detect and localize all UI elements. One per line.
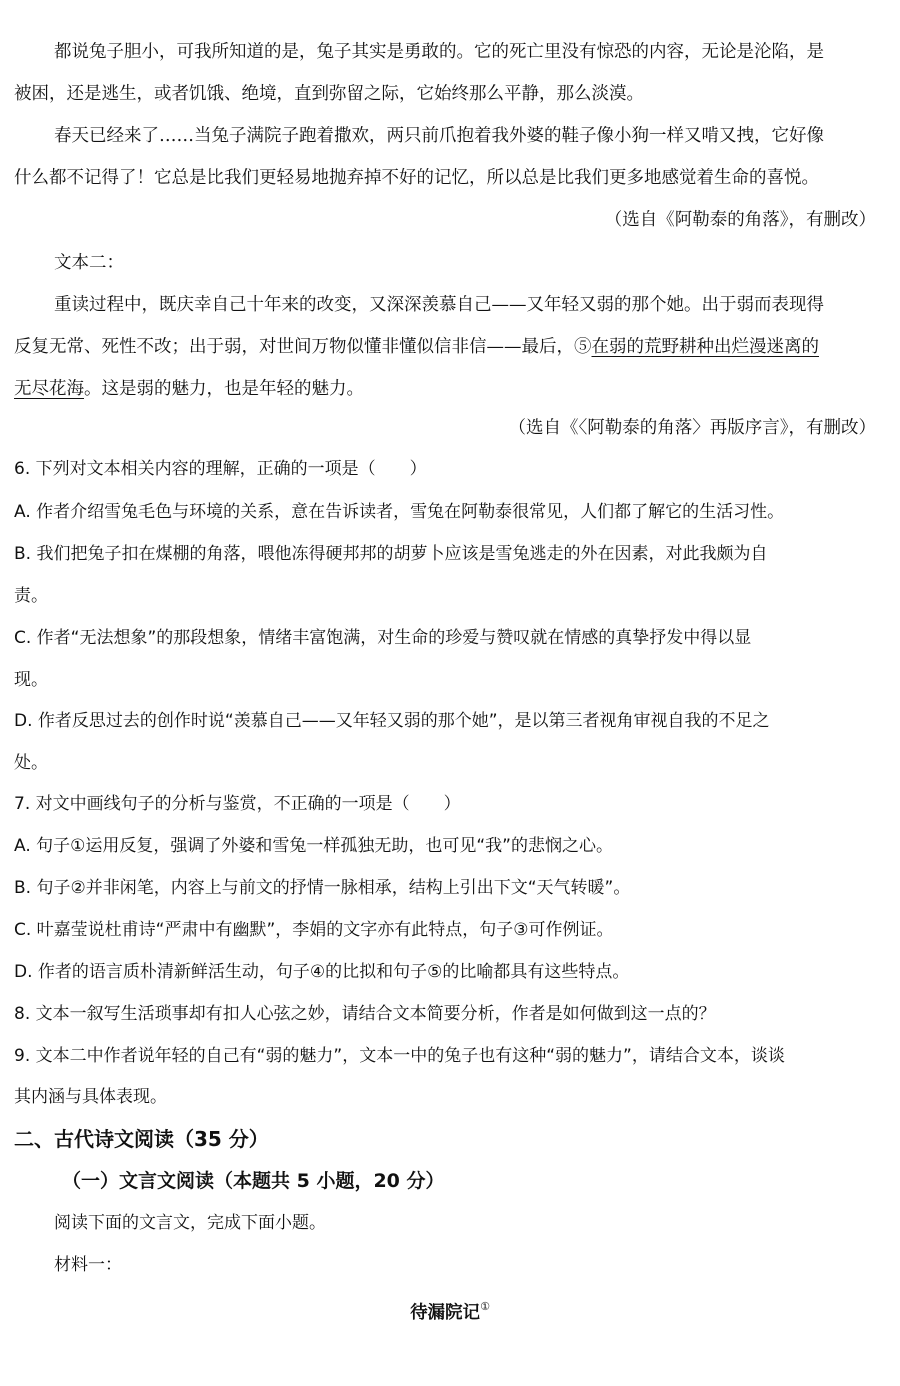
text2-line2 xyxy=(14,326,876,368)
reading-instruction: 阅读下面的文言文，完成下面小题。 xyxy=(54,1213,326,1233)
underlined-sentence-5-end: 无尽花海 xyxy=(14,379,84,399)
q7-option-a: A. 句子①运用反复，强调了外婆和雪兔一样孤独无助，也可见“我”的悲悯之心。 xyxy=(14,836,613,856)
section2-heading: 二、古代诗文阅读（35 分） xyxy=(14,1127,269,1151)
q6-option-c-line2: 现。 xyxy=(14,670,48,690)
text1-para2-line1: 春天已经来了……当兔子满院子跑着撒欢，两只前爪抱着我外婆的鞋子像小狗一样又啃又拽，它好像 xyxy=(54,126,824,146)
text1-source: （选自《阿勒泰的角落》，有删改） xyxy=(604,210,876,230)
text2-line3 xyxy=(14,368,876,410)
q6-option-d-line1: D. 作者反思过去的创作时说“羡慕自己——又年轻又弱的那个她”，是以第三者视角审视自我的不足之 xyxy=(14,711,770,731)
text1-para2-line2: 什么都不记得了！它总是比我们更轻易地抛弃掉不好的记忆，所以总是比我们更多地感觉着生命的喜悦。 xyxy=(14,168,819,188)
q7-option-b: B. 句子②并非闲笔，内容上与前文的抒情一脉相承，结构上引出下文“天气转暖”。 xyxy=(14,878,631,898)
q6-option-a: A. 作者介绍雪兔毛色与环境的关系，意在告诉读者，雪兔在阿勒泰很常见，人们都了解它的生活习性。 xyxy=(14,502,785,522)
q7-option-d: D. 作者的语言质朴清新鲜活生动，句子④的比拟和句子⑤的比喻都具有这些特点。 xyxy=(14,962,630,982)
text2-line2-plain: 反复无常、死性不改；出于弱，对世间万物似懂非懂似信非信——最后，⑤ xyxy=(14,337,592,357)
text2-line3-plain: 。这是弱的魅力，也是年轻的魅力。 xyxy=(84,379,364,399)
material-one-label: 材料一： xyxy=(54,1255,122,1275)
q9-line1: 9. 文本二中作者说年轻的自己有“弱的魅力”，文本一中的兔子也有这种“弱的魅力”，请结合文本，谈谈 xyxy=(14,1046,785,1066)
q6-option-d-line2: 处。 xyxy=(14,753,48,773)
section2-subheading: （一）文言文阅读（本题共 5 小题，20 分） xyxy=(62,1170,445,1192)
underlined-sentence-5: 在弱的荒野耕种出烂漫迷离的 xyxy=(591,337,819,357)
text1-para1-line2: 被困，还是逃生，或者饥饿、绝境，直到弥留之际，它始终那么平静，那么淡漠。 xyxy=(14,84,644,104)
q6-option-b-line2: 责。 xyxy=(14,586,48,606)
passage-title xyxy=(0,1286,900,1328)
q6-option-c-line1: C. 作者“无法想象”的那段想象，情绪丰富饱满，对生命的珍爱与赞叹就在情感的真挚抒发中得以显 xyxy=(14,628,752,648)
text2-heading: 文本二： xyxy=(54,253,124,273)
q6-stem: 6. 下列对文本相关内容的理解，正确的一项是（ ） xyxy=(14,459,427,479)
q7-option-c: C. 叶嘉莹说杜甫诗“严肃中有幽默”，李娟的文字亦有此特点，句子③可作例证。 xyxy=(14,920,614,940)
text2-source: （选自《〈阿勒泰的角落〉再版序言》，有删改） xyxy=(508,418,876,438)
q7-stem: 7. 对文中画线句子的分析与鉴赏，不正确的一项是（ ） xyxy=(14,794,461,814)
q6-option-b-line1: B. 我们把兔子扣在煤棚的角落，喂他冻得硬邦邦的胡萝卜应该是雪兔逃走的外在因素，对此我颇为自 xyxy=(14,544,768,564)
q8-stem: 8. 文本一叙写生活琐事却有扣人心弦之妙，请结合文本简要分析，作者是如何做到这一点的？ xyxy=(14,1004,716,1024)
q9-line2: 其内涵与具体表现。 xyxy=(14,1087,167,1107)
text1-para1-line1: 都说兔子胆小，可我所知道的是，兔子其实是勇敢的。它的死亡里没有惊恐的内容，无论是沦陷，是 xyxy=(54,42,824,62)
passage-title-text: 待漏院记 xyxy=(410,1303,481,1323)
text2-line1: 重读过程中，既庆幸自己十年来的改变，又深深羡慕自己——又年轻又弱的那个她。出于弱而表现得 xyxy=(54,295,824,315)
title-footnote-marker: ① xyxy=(480,1300,490,1313)
